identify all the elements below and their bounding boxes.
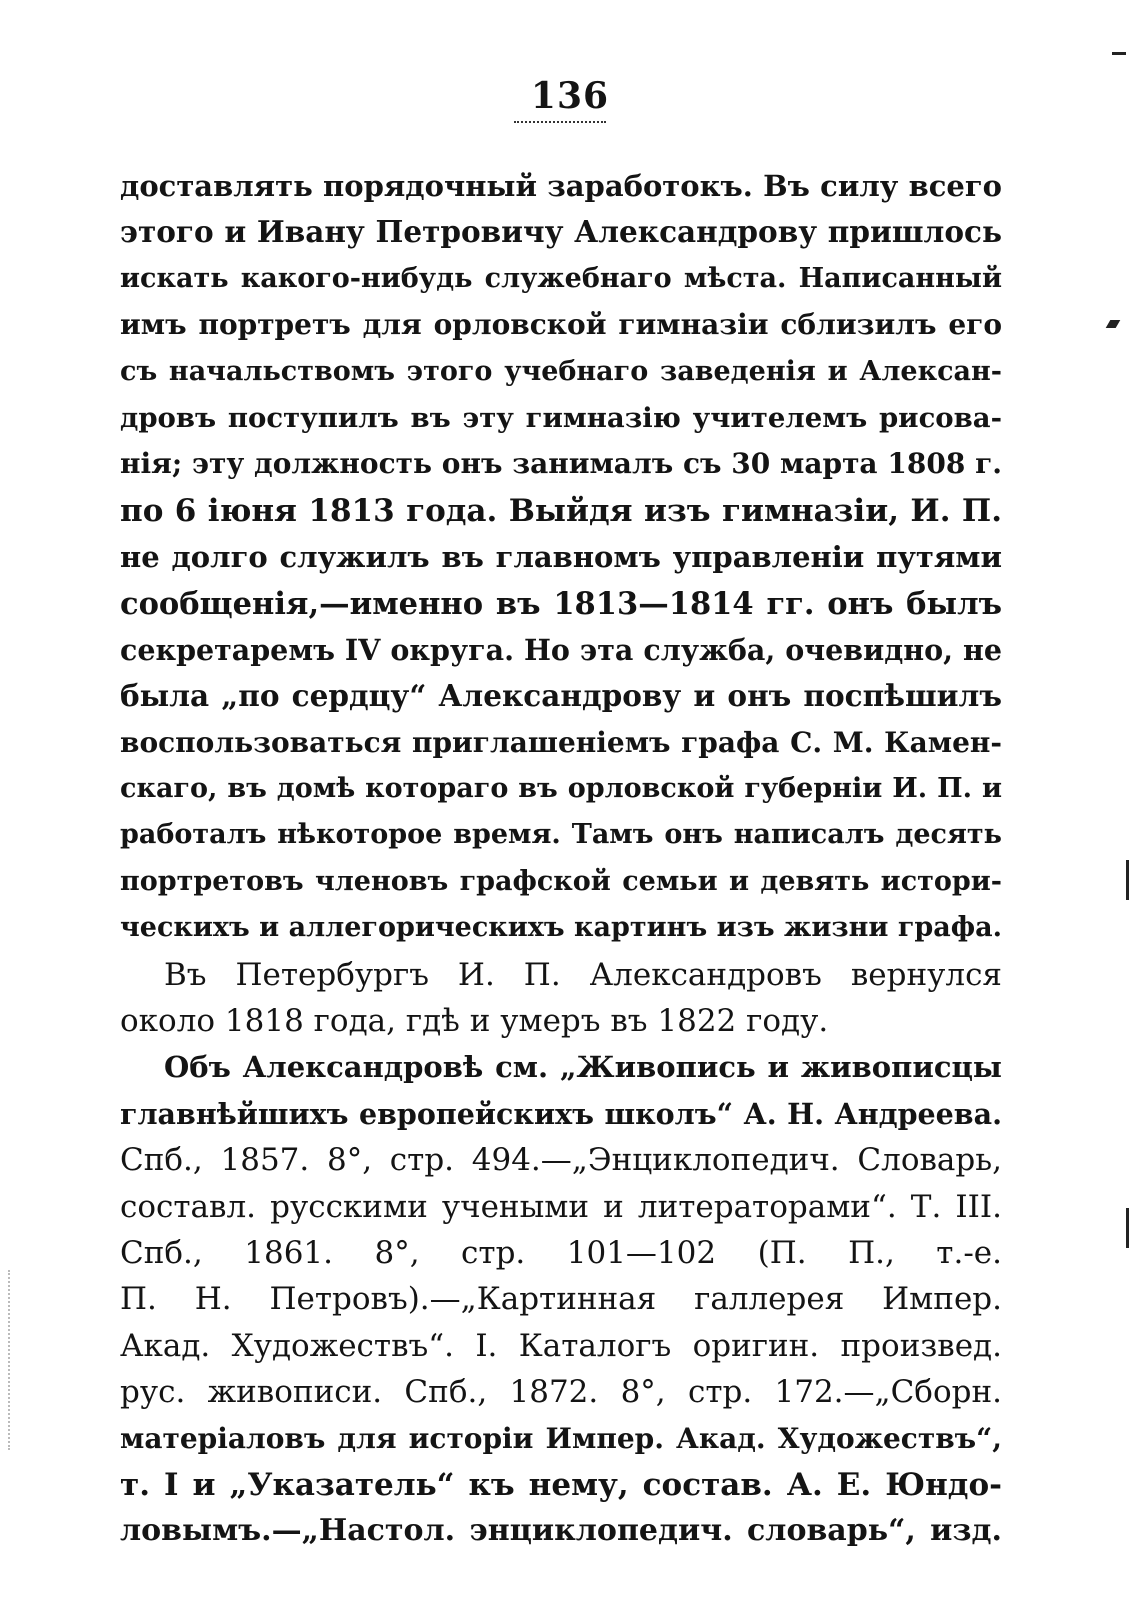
text-line: около 1818 года, гдѣ и умеръ въ 1822 году.: [120, 1003, 829, 1040]
text-line: этого и Ивану Петровичу Александрову пришлось: [120, 214, 1002, 250]
body-text: [120, 163, 1002, 1555]
text-line: главнѣйшихъ европейскихъ школъ“ А. Н. Андреева.: [120, 1096, 1002, 1131]
text-line: Спб., 1861. 8°, стр. 101—102 (П. П., т.-е.: [120, 1234, 1002, 1271]
text-line: секретаремъ IV округа. Но эта служба, очевидно, не: [120, 632, 1002, 667]
text-line: т. I и „Указатель“ къ нему, состав. А. Е. Юндо-: [120, 1466, 1002, 1503]
text-line: сообщенія,—именно въ 1813—1814 гг. онъ былъ: [120, 585, 1002, 622]
text-line: доставлять порядочный заработокъ. Въ силу всего: [120, 169, 1002, 203]
text-line: Акад. Художествъ“. I. Каталогъ оригин. произвед.: [120, 1327, 1002, 1364]
text-line: составл. русскими учеными и литераторами“. Т. III.: [120, 1188, 1002, 1225]
scan-edge-specks: [8, 1270, 12, 1450]
text-line: искать какого-нибудь служебнаго мѣста. Написанный: [120, 262, 1002, 294]
margin-mark: [1112, 52, 1126, 55]
margin-mark: [1126, 1208, 1129, 1248]
text-line: работалъ нѣкоторое время. Тамъ онъ написалъ десять: [120, 819, 1002, 851]
text-line: скаго, въ домѣ котораго въ орловской губерніи И. П. и: [120, 773, 1002, 805]
text-line: нія; эту должность онъ занималъ съ 30 марта 1808 г.: [120, 447, 1002, 481]
text-line: Объ Александровѣ см. „Живопись и живописцы: [164, 1050, 1002, 1085]
text-line: не долго служилъ въ главномъ управленіи путями: [120, 540, 1002, 575]
text-line: была „по сердцу“ Александрову и онъ поспѣшилъ: [120, 678, 1002, 714]
text-line: портретовъ членовъ графской семьи и девять истори-: [120, 865, 1002, 897]
text-line: съ начальствомъ этого учебнаго заведенія и Алексан-: [120, 355, 1002, 387]
margin-mark: [1106, 320, 1121, 328]
text-line: П. Н. Петровъ).—„Картинная галлерея Импер.: [120, 1281, 1002, 1318]
text-line: Въ Петербургъ И. П. Александровъ вернулся: [164, 956, 1002, 993]
margin-mark: [1126, 860, 1129, 900]
text-line: ческихъ и аллегорическихъ картинъ изъ жизни графа.: [120, 912, 1002, 944]
text-line: дровъ поступилъ въ эту гимназію учителемъ рисова-: [120, 401, 1002, 434]
text-line: ловымъ.—„Настол. энциклопедич. словарь“, изд.: [120, 1513, 1002, 1549]
text-line: рус. живописи. Спб., 1872. 8°, стр. 172.—„Сборн.: [120, 1374, 1002, 1411]
page-number-rule: [514, 121, 606, 123]
text-line: имъ портретъ для орловской гимназіи сблизилъ его: [120, 308, 1002, 342]
text-line: матеріаловъ для исторіи Импер. Акад. Художествъ“,: [120, 1421, 1002, 1455]
page-number: 136: [530, 75, 610, 117]
text-line: Спб., 1857. 8°, стр. 494.—„Энциклопедич. Словарь,: [120, 1142, 1002, 1179]
text-line: воспользоваться приглашеніемъ графа С. М. Камен-: [120, 725, 1002, 759]
text-line: по 6 іюня 1813 года. Выйдя изъ гимназіи, И. П.: [120, 492, 1002, 529]
